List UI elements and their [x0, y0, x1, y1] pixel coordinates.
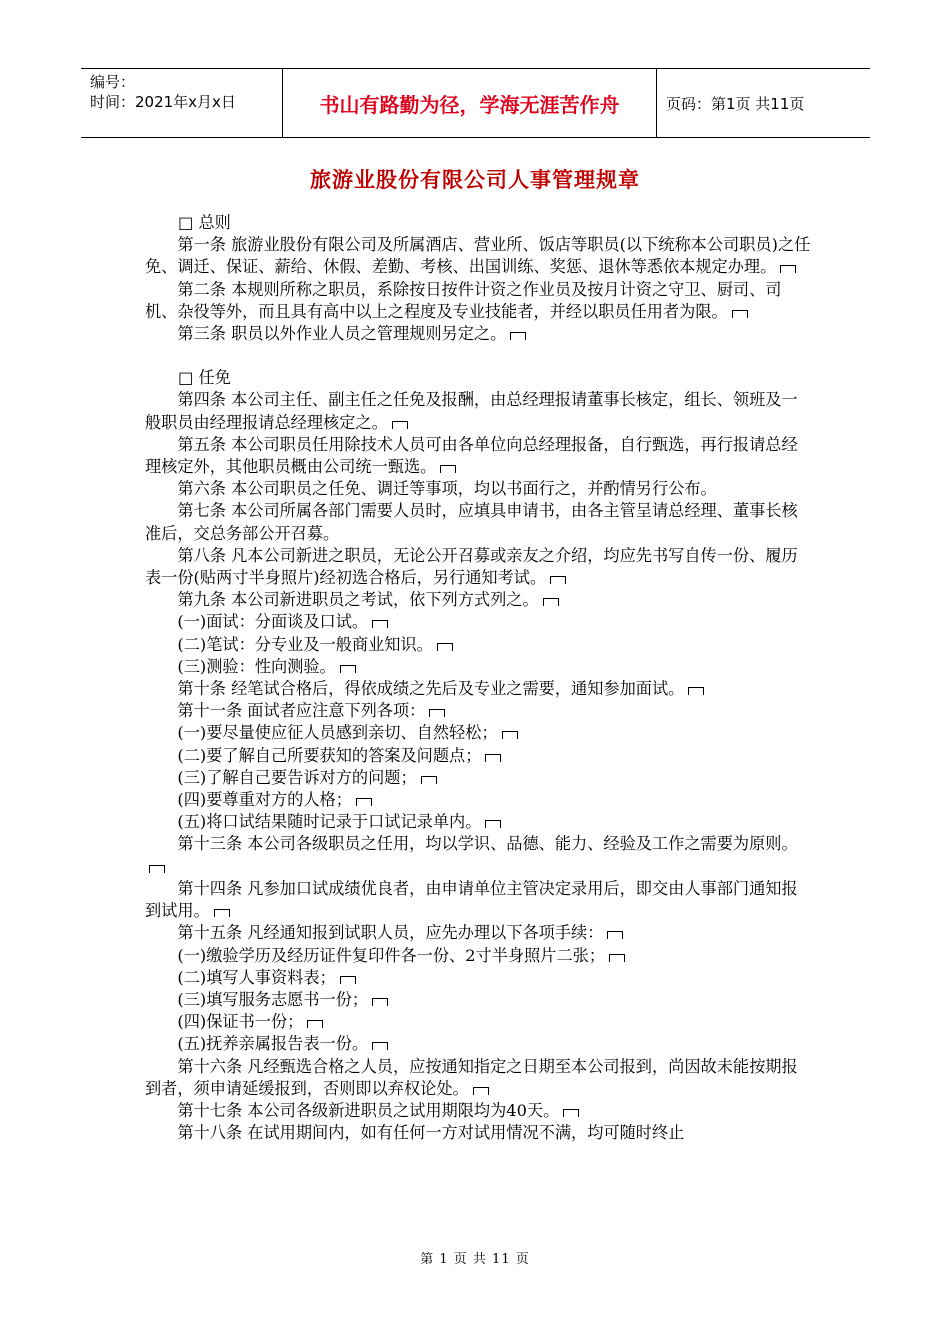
- return-mark-icon: [732, 310, 748, 318]
- return-mark-icon: [372, 998, 388, 1006]
- return-mark-icon: [356, 798, 372, 806]
- article-18: 第十八条 在试用期间内，如有任何一方对试用情况不满，均可随时终止: [177, 1123, 685, 1143]
- article-15-item-1: (一)缴验学历及经历证件复印件各一份、2寸半身照片二张；: [145, 945, 813, 967]
- return-mark-icon: [429, 709, 445, 717]
- return-mark-icon: [473, 1087, 489, 1095]
- return-mark-icon: [780, 265, 796, 273]
- article-8: 第八条 凡本公司新进之职员，无论公开召募或亲友之介绍，均应先书写自传一份、履历表一份(贴两寸半身照片)经初选合格后，另行通知考试。: [145, 545, 798, 588]
- return-mark-icon: [392, 421, 408, 429]
- article-9-item-2: (二)笔试：分专业及一般商业知识。: [145, 634, 813, 656]
- article-15-item-4: (四)保证书一份；: [145, 1011, 813, 1033]
- page-header: [81, 68, 870, 138]
- return-mark-icon: [485, 754, 501, 762]
- article-15-item-3: (三)填写服务志愿书一份；: [145, 989, 813, 1011]
- article-17: 第十七条 本公司各级新进职员之试用期限均为40天。: [145, 1100, 813, 1122]
- return-mark-icon: [307, 1020, 323, 1028]
- article-7: 第七条 本公司所属各部门需要人员时，应填具申请书，由各主管呈请总经理、董事长核准后，交总务部公开召募。: [145, 501, 798, 543]
- article-15-item-5: (五)抚养亲属报告表一份。: [145, 1033, 813, 1055]
- return-mark-icon: [550, 576, 566, 584]
- article-10: 第十条 经笔试合格后，得依成绩之先后及专业之需要，通知参加面试。: [145, 678, 813, 700]
- article-3: 第三条 职员以外作业人员之管理规则另定之。: [145, 323, 813, 345]
- return-mark-icon: [563, 1109, 579, 1117]
- return-mark-icon: [421, 776, 437, 784]
- return-mark-icon: [214, 909, 230, 917]
- return-mark-icon: [340, 976, 356, 984]
- section-heading-general: □ 总则: [178, 213, 231, 232]
- return-mark-icon: [607, 931, 623, 939]
- article-9: 第九条 本公司新进职员之考试，依下列方式列之。: [145, 589, 813, 611]
- article-14: 第十四条 凡参加口试成绩优良者，由申请单位主管决定录用后，即交由人事部门通知报到试用。: [145, 878, 798, 921]
- article-2: 第二条 本规则所称之职员，系除按日按件计资之作业员及按月计资之守卫、厨司、司机、杂役等外，而且具有高中以上之程度及专业技能者，并经以职员任用者为限。: [145, 279, 782, 321]
- return-mark-icon: [437, 643, 453, 651]
- date-text: 时间：2021年x月x日: [90, 93, 236, 111]
- return-mark-icon: [372, 1042, 388, 1050]
- header-meta: [81, 69, 283, 137]
- return-mark-icon: [485, 820, 501, 828]
- motto: 书山有路勤为径，学海无涯苦作舟: [283, 69, 657, 137]
- article-11-item-3: (三)了解自己要告诉对方的问题；: [145, 767, 813, 789]
- return-mark-icon: [340, 665, 356, 673]
- article-15-item-2: (二)填写人事资料表；: [145, 967, 813, 989]
- number-label: 编号：: [90, 73, 136, 91]
- document-body: [145, 212, 813, 1144]
- return-mark-icon: [543, 598, 559, 606]
- article-16: 第十六条 凡经甄选合格之人员，应按通知指定之日期至本公司报到，尚因故未能按期报到者，须申请延缓报到，否则即以弃权论处。: [145, 1056, 798, 1098]
- section-heading-appointment: □ 任免: [178, 368, 231, 388]
- article-9-item-1: (一)面试：分面谈及口试。: [145, 611, 813, 633]
- article-11-item-4: (四)要尊重对方的人格；: [145, 789, 813, 811]
- article-15: 第十五条 凡经通知报到试职人员，应先办理以下各项手续：: [145, 922, 813, 944]
- article-11-item-1: (一)要尽量使应征人员感到亲切、自然轻松；: [145, 722, 813, 744]
- return-mark-icon: [502, 731, 518, 739]
- page-footer: 第 1 页 共 11 页: [420, 1252, 530, 1267]
- article-6: 第六条 本公司职员之任免、调迁等事项，均以书面行之，并酌情另行公布。: [177, 479, 717, 499]
- article-5: 第五条 本公司职员任用除技术人员可由各单位向总经理报备，自行甄选，再行报请总经理核定外，其他职员概由公司统一甄选。: [145, 434, 798, 477]
- return-mark-icon: [440, 465, 456, 473]
- article-9-item-3: (三)测验：性向测验。: [145, 656, 813, 678]
- return-mark-icon: [688, 687, 704, 695]
- page-info: 页码：第1页 共11页: [666, 94, 805, 113]
- article-4: 第四条 本公司主任、副主任之任免及报酬，由总经理报请董事长核定，组长、领班及一般职员由经理报请总经理核定之。: [145, 390, 798, 432]
- return-mark-icon: [510, 332, 526, 340]
- article-13: 第十三条 本公司各级职员之任用，均以学识、品德、能力、经验及工作之需要为原则。: [145, 833, 813, 877]
- article-11-item-5: (五)将口试结果随时记录于口试记录单内。: [145, 811, 813, 833]
- document-title: 旅游业股份有限公司人事管理规章: [310, 168, 640, 192]
- return-mark-icon: [372, 620, 388, 628]
- return-mark-icon: [149, 865, 165, 873]
- article-11: 第十一条 面试者应注意下列各项：: [145, 700, 813, 722]
- article-1: 第一条 旅游业股份有限公司及所属酒店、营业所、饭店等职员(以下统称本公司职员)之任免、调迁、保证、薪给、休假、差勤、考核、出国训练、奖惩、退休等悉依本规定办理。: [145, 235, 811, 277]
- return-mark-icon: [609, 954, 625, 962]
- article-11-item-2: (二)要了解自己所要获知的答案及问题点；: [145, 745, 813, 767]
